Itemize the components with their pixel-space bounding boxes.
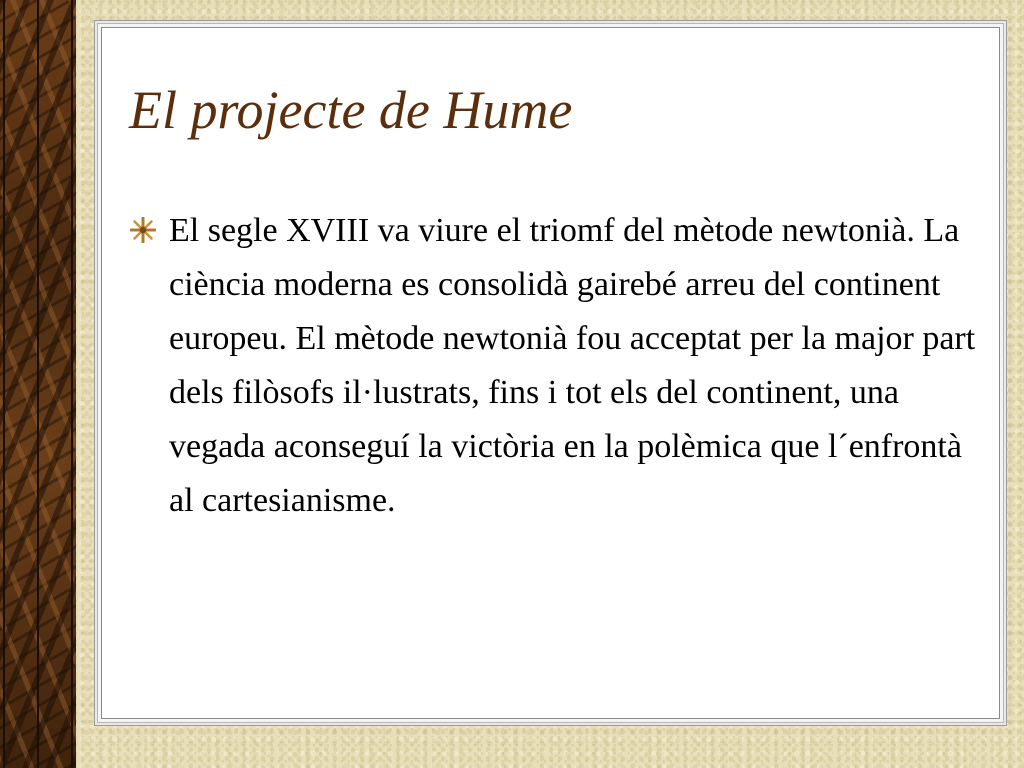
strip-divider [3, 0, 5, 768]
bullet-text: El segle XVIII va viure el triomf del mètode newtonià. La ciència moderna es consolidà gairebé arreu del continent europeu. El mètode newtonià fou acceptat per la major part dels filòsofs il·lustrats, fins i tot els del continent, una vegada aconseguí la victòria en la polèmica que l´enfrontà al cartesianisme. [169, 212, 976, 519]
slide-title: El projecte de Hume [129, 80, 573, 140]
marble-border-strip [0, 0, 76, 768]
strip-divider [71, 0, 73, 768]
strip-divider [37, 0, 39, 768]
starburst-bullet-icon [130, 217, 156, 243]
